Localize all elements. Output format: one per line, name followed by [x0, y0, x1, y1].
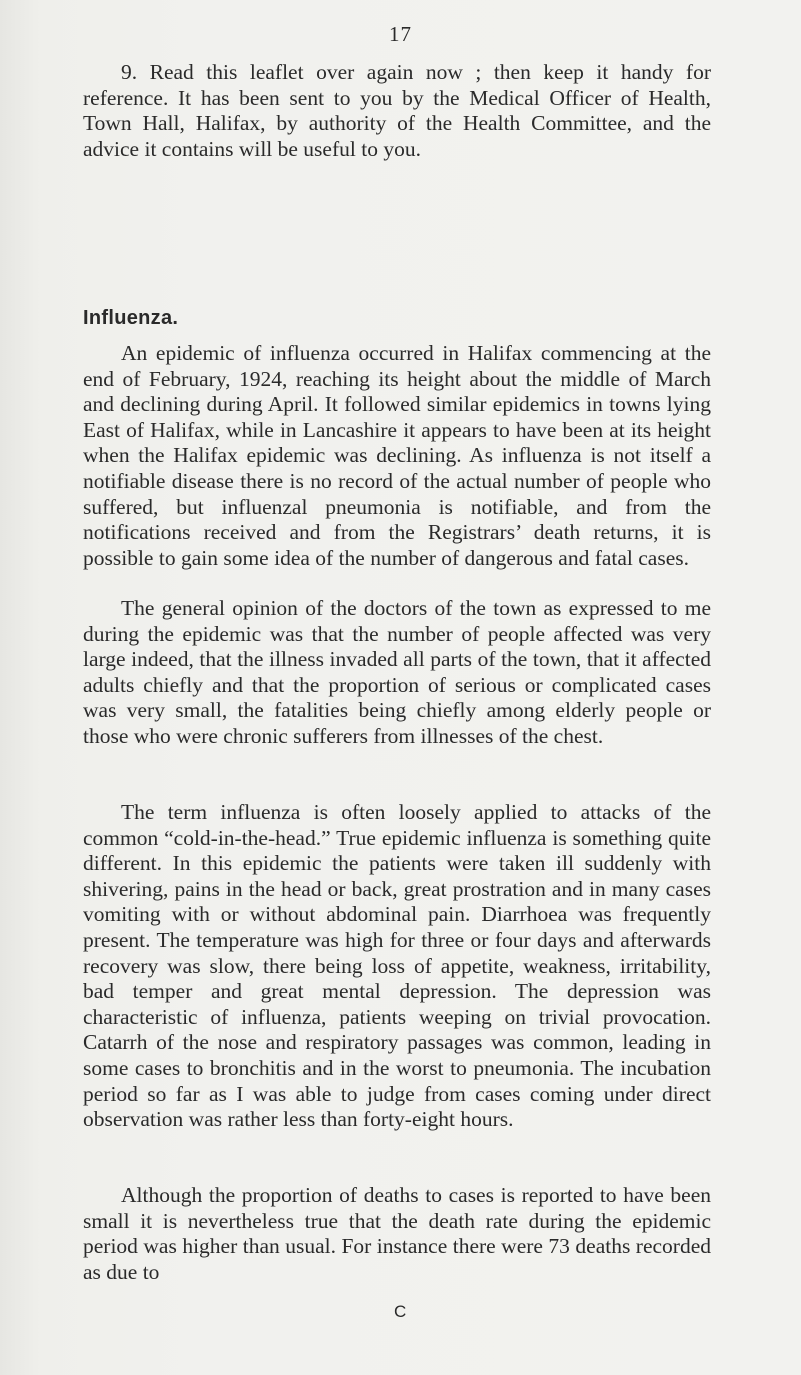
paragraph-death-rate: Although the proportion of deaths to cases is reported to have been small it is nevertheless true that the death rate during the epidemic period was higher than usual. For instance there were 73 deaths recorded as due to — [83, 1183, 711, 1284]
paragraph-symptoms: The term influenza is often loosely applied to attacks of the common “cold-in-the-head.” True epidemic influenza is something quite different. In this epidemic the patients were taken ill suddenly with shivering, pains in the head or back, great prostration and in many cases vomiting with or without abdominal pain. Diarrhoea was frequently present. The temperature was high for three or four days and afterwards recovery was slow, there being loss of appetite, weakness, irritability, bad temper and great mental depression. The depression was characteristic of influenza, patients weeping on trivial provocation. Catarrh of the nose and respiratory passages was common, leading in some cases to bronchitis and in the worst to pneumonia. The incubation period so far as I was able to judge from cases coming under direct observation was rather less than forty-eight hours. — [83, 800, 711, 1132]
paragraph-epidemic-overview: An epidemic of influenza occurred in Halifax commencing at the end of February, 1924, reaching its height about the middle of March and declining during April. It followed similar epidemics in towns lying East of Halifax, while in Lancashire it appears to have been at its height when the Halifax epidemic was declining. As influenza is not itself a notifiable disease there is no record of the actual number of people who suffered, but influenzal pneumonia is notifiable, and from the notifications received and from the Registrars’ death returns, it is possible to gain some idea of the number of dangerous and fatal cases. — [83, 341, 711, 570]
section-heading-influenza: Influenza. — [83, 307, 179, 329]
signature-mark: C — [394, 1302, 407, 1321]
paragraph-doctors-opinion: The general opinion of the doctors of the town as expressed to me during the epidemic was that the number of people affected was very large indeed, that the illness invaded all parts of the town, that it affected adults chiefly and that the proportion of serious or complicated cases was very small, the fatalities being chiefly among elderly people or those who were chronic sufferers from illnesses of the chest. — [83, 596, 711, 748]
page-number: 17 — [389, 22, 412, 46]
paragraph-leaflet-instructions: 9. Read this leaflet over again now ; then keep it handy for reference. It has been sent to you by the Medical Officer of Health, Town Hall, Halifax, by authority of the Health Committee, and the advice it contains will be useful to you. — [83, 60, 711, 161]
